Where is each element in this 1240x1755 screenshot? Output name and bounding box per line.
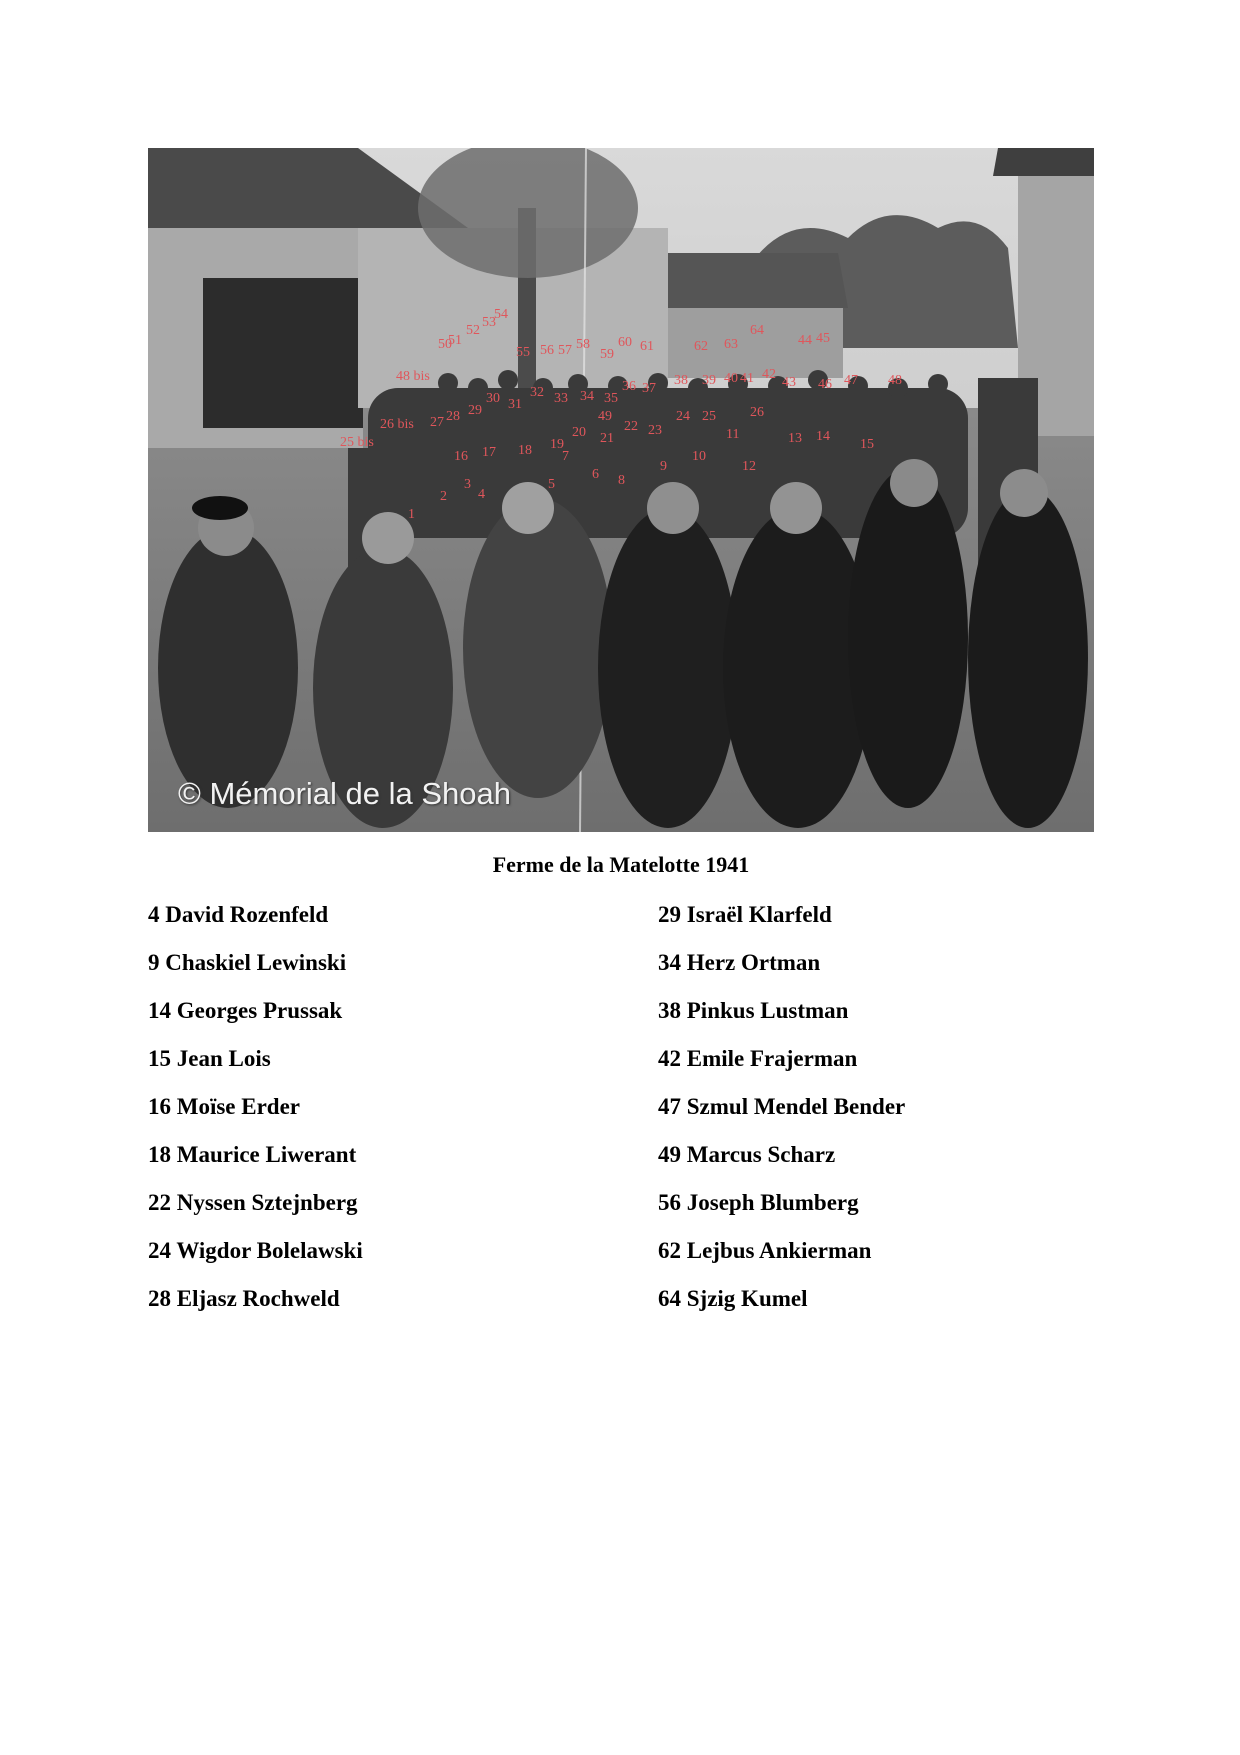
list-item: 4 David Rozenfeld [148,902,329,927]
photo-number-label: 48 [888,373,902,388]
photo-number-label: 49 [598,409,612,424]
photo-number-label: 45 [816,331,830,346]
photo-number-label: 52 [466,323,480,338]
photo-number-label: 17 [482,445,496,460]
photo-scene [148,148,1094,832]
photo-number-label: 18 [518,443,532,458]
photo-number-label: 29 [468,403,482,418]
list-item: 62 Lejbus Ankierman [658,1238,872,1263]
photo-number-label: 10 [692,449,706,464]
photo-number-label: 62 [694,339,708,354]
photo-number-label: 25 bis [340,435,374,450]
list-item: 18 Maurice Liwerant [148,1142,357,1167]
photo-number-label: 12 [742,459,756,474]
photo-number-label: 41 [740,371,754,386]
photo-number-label: 59 [600,347,614,362]
names-column-right [658,895,1094,1327]
photo-number-label: 40 [724,371,738,386]
photo-number-label: 9 [660,459,667,474]
photo-number-label: 58 [576,337,590,352]
list-item: 42 Emile Frajerman [658,1046,858,1071]
photo-number-label: 43 [782,375,796,390]
photo-number-label: 28 [446,409,460,424]
photo-number-label: 47 [844,373,858,388]
photo-number-label: 60 [618,335,632,350]
list-item: 38 Pinkus Lustman [658,998,849,1023]
photo-number-label: 24 [676,409,690,424]
photo-number-label: 39 [702,373,716,388]
list-item: 22 Nyssen Sztejnberg [148,1190,358,1215]
photo-number-label: 30 [486,391,500,406]
list-item: 16 Moïse Erder [148,1094,301,1119]
photo-number-label: 63 [724,337,738,352]
photo-number-label: 25 [702,409,716,424]
photo-number-label: 1 [408,507,415,522]
photo-number-label: 50 [438,337,452,352]
names-column-left [148,895,658,1327]
photo-number-label: 35 [604,391,618,406]
photo-number-label: 32 [530,385,544,400]
photo-number-label: 64 [750,323,764,338]
photo-number-label: 20 [572,425,586,440]
photo-number-label: 38 [674,373,688,388]
photo-number-label: 26 [750,405,764,420]
photo-number-label: 5 [548,477,555,492]
photo-number-label: 4 [478,487,485,502]
photo-number-label: 14 [816,429,830,444]
list-item: 29 Israël Klarfeld [658,902,832,927]
names-list [148,895,1094,1327]
shed-roof [668,253,848,308]
photo-number-label: 37 [642,381,656,396]
photo-number-label: 54 [494,307,508,322]
group-photograph [148,148,1094,832]
list-item: 47 Szmul Mendel Bender [658,1094,906,1119]
list-item: 15 Jean Lois [148,1046,271,1071]
photo-number-label: 3 [464,477,471,492]
photo-number-label: 55 [516,345,530,360]
copyright-watermark: © Mémorial de la Shoah [178,776,512,811]
photo-number-label: 46 [818,377,832,392]
photo-number-label: 22 [624,419,638,434]
photo-number-label: 53 [482,315,496,330]
list-item: 14 Georges Prussak [148,998,343,1023]
photo-number-label: 13 [788,431,802,446]
photo-number-label: 19 [550,437,564,452]
photo-number-label: 27 [430,415,444,430]
tower-roof [993,148,1094,176]
photo-number-label: 56 [540,343,554,358]
photo-number-label: 8 [618,473,625,488]
list-item: 24 Wigdor Bolelawski [148,1238,363,1263]
photo-number-label: 15 [860,437,874,452]
photo-number-label: 26 bis [380,417,414,432]
photo-number-label: 61 [640,339,654,354]
photo-number-label: 48 bis [396,369,430,384]
photo-number-label: 33 [554,391,568,406]
list-item: 9 Chaskiel Lewinski [148,950,347,975]
photo-number-label: 51 [448,333,462,348]
list-item: 34 Herz Ortman [658,950,821,975]
photo-number-label: 57 [558,343,572,358]
photo-caption: Ferme de la Matelotte 1941 [492,852,750,877]
photo-number-label: 36 [622,379,636,394]
photo-number-label: 16 [454,449,468,464]
photo-number-label: 42 [762,367,776,382]
photo-number-label: 7 [562,449,569,464]
list-item: 56 Joseph Blumberg [658,1190,859,1215]
photo-number-label: 11 [726,427,740,442]
photo-number-label: 44 [798,333,812,348]
photo-number-label: 23 [648,423,662,438]
photo-number-label: 6 [592,467,599,482]
list-item: 49 Marcus Scharz [658,1142,836,1167]
photo-number-label: 2 [440,489,447,504]
photo-number-label: 34 [580,389,594,404]
list-item: 28 Eljasz Rochweld [148,1286,340,1311]
list-item: 64 Sjzig Kumel [658,1286,808,1311]
photo-number-label: 21 [600,431,614,446]
photo-number-label: 31 [508,397,522,412]
barn-doorway [203,278,363,428]
